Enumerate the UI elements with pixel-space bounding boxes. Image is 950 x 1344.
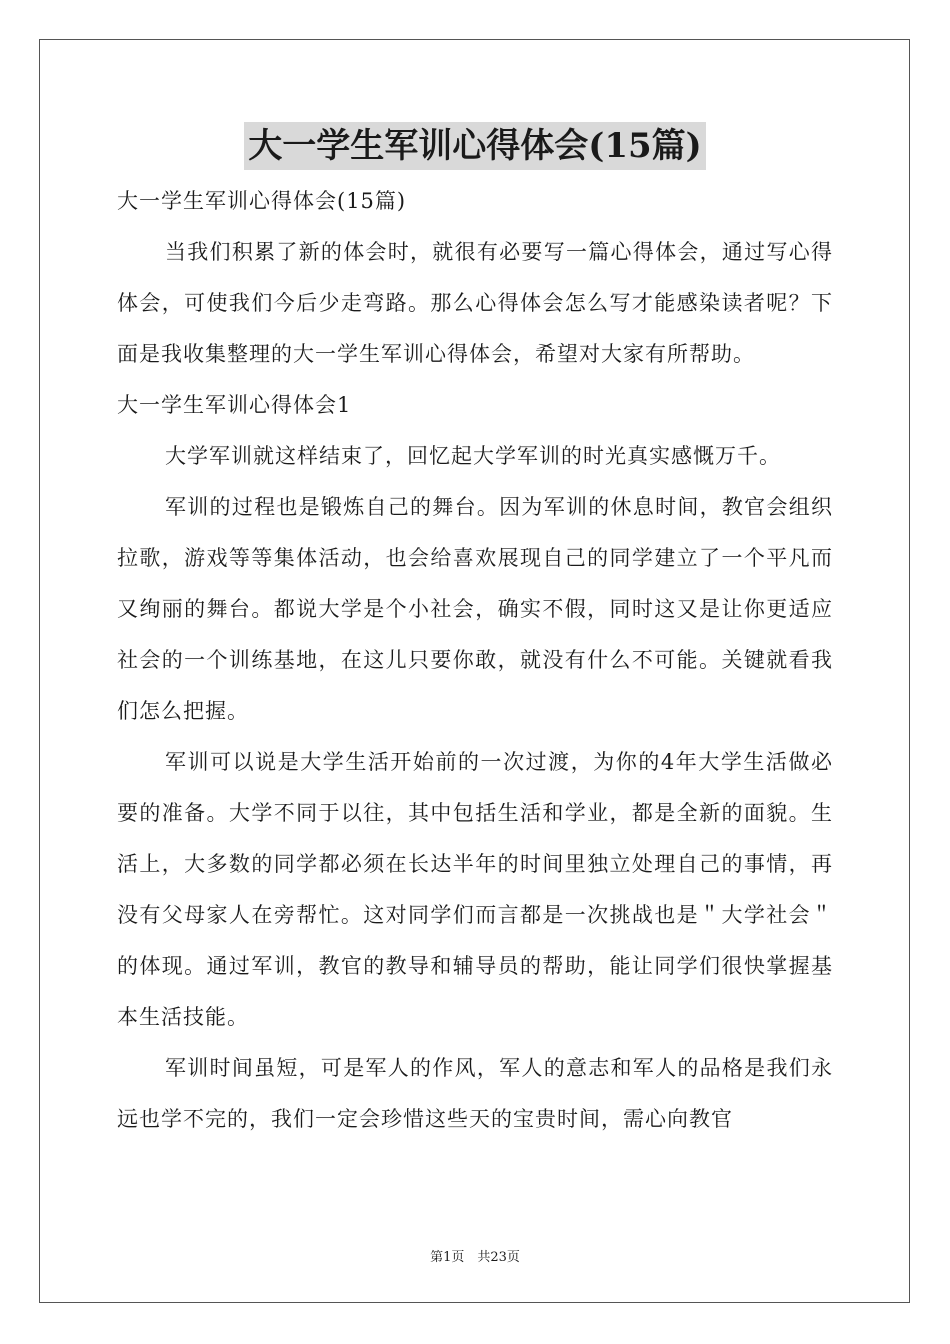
paragraph-subtitle: 大一学生军训心得体会(15篇) [117,189,407,213]
paragraph: 军训的过程也是锻炼自己的舞台。因为军训的休息时间，教官会组织拉歌，游戏等等集体活动，也会给喜欢展现自己的同学建立了一个平凡而又绚丽的舞台。都说大学是个小社会，确实不假，同时这又是让你更适应社会的一个训练基地，在这儿只要你敢，就没有什么不可能。关键就看我们怎么把握。 [117,495,833,723]
paragraph: 军训可以说是大学生活开始前的一次过渡，为你的4年大学生活做必要的准备。大学不同于以往，其中包括生活和学业，都是全新的面貌。生活上，大多数的同学都必须在长达半年的时间里独立处理自己的事情，再没有父母家人在旁帮忙。这对同学们而言都是一次挑战也是＂大学社会＂的体现。通过军训，教官的教导和辅导员的帮助，能让同学们很快掌握基本生活技能。 [117,750,833,1029]
document-title-wrap [0,122,950,170]
document-title: 大一学生军训心得体会(15篇) [244,122,706,170]
paragraph: 大学军训就这样结束了，回忆起大学军训的时光真实感慨万千。 [165,444,781,468]
paragraph: 当我们积累了新的体会时，就很有必要写一篇心得体会，通过写心得体会，可使我们今后少走弯路。那么心得体会怎么写才能感染读者呢？下面是我收集整理的大一学生军训心得体会，希望对大家有所帮助。 [117,240,833,366]
section-heading: 大一学生军训心得体会1 [117,393,352,417]
document-body [117,176,833,1145]
paragraph: 军训时间虽短，可是军人的作风，军人的意志和军人的品格是我们永远也学不完的，我们一定会珍惜这些天的宝贵时间，需心向教官 [117,1056,833,1131]
page-footer: 第1页 共23页 [430,1250,520,1265]
